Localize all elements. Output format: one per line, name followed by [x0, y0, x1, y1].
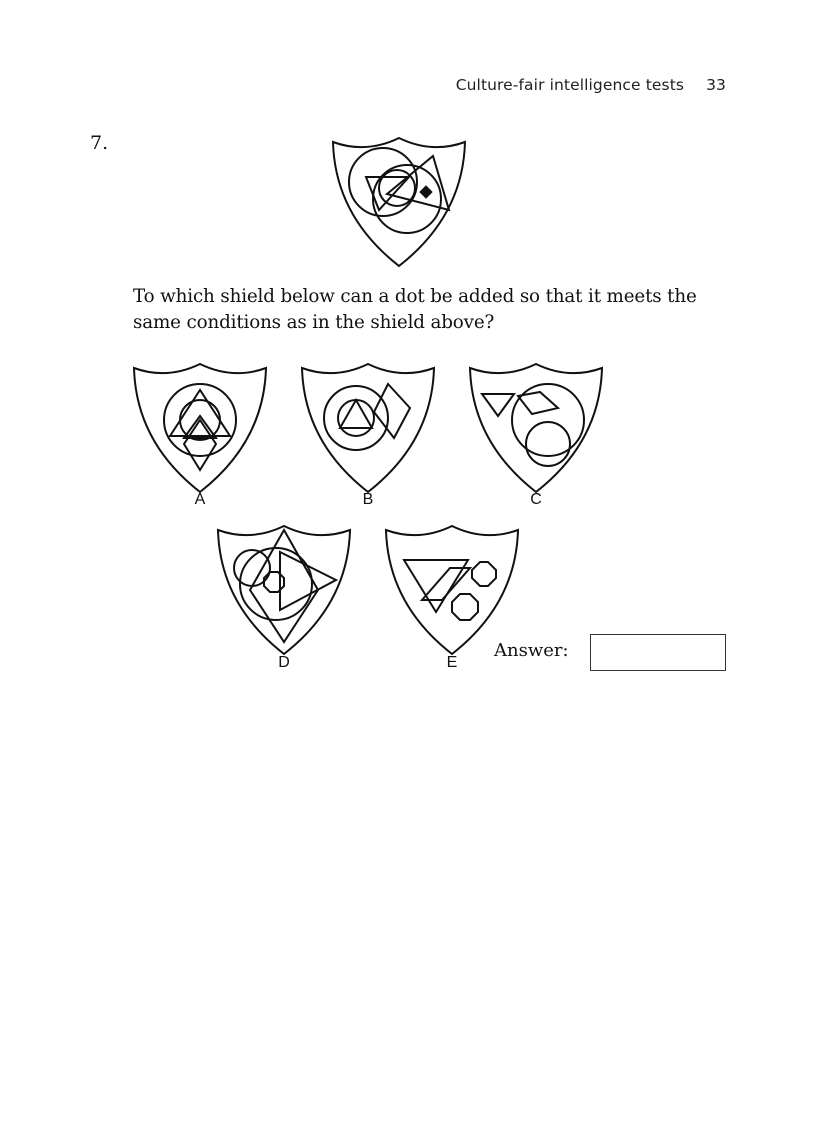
page-number: 33	[706, 76, 726, 94]
shield-outline	[218, 526, 350, 654]
triangle-shape	[387, 156, 449, 210]
shield-option-d	[218, 526, 350, 654]
octagon-shape	[472, 562, 496, 586]
question-number: 7.	[90, 132, 109, 154]
running-head-title: Culture-fair intelligence tests	[455, 76, 685, 94]
option-label-a: A	[194, 491, 206, 508]
option-label-d: D	[278, 654, 290, 671]
octagon-shape	[452, 594, 478, 620]
diamond-shape	[184, 420, 216, 470]
parallelogram-shape	[518, 392, 558, 414]
dot-marker	[420, 186, 432, 198]
shield-option-b	[302, 364, 434, 492]
parallelogram-shape	[422, 568, 470, 600]
triangle-shape	[482, 394, 514, 416]
option-label-b: B	[362, 491, 374, 508]
option-label-c: C	[530, 491, 542, 508]
shield-option-e	[386, 526, 518, 654]
reference-shield	[333, 138, 465, 266]
answer-label: Answer:	[494, 640, 569, 661]
triangle-shape	[170, 390, 230, 436]
question-text: To which shield below can a dot be added so that it meets the same conditions as in the shield above?	[133, 286, 697, 333]
circle-shape	[526, 422, 570, 466]
diamond-shape	[374, 384, 410, 438]
circle-shape	[338, 400, 374, 436]
shield-option-c	[470, 364, 602, 492]
shield-outline	[333, 138, 465, 266]
shield-option-a	[134, 364, 266, 492]
option-label-e: E	[446, 654, 458, 671]
answer-box[interactable]	[590, 634, 726, 671]
